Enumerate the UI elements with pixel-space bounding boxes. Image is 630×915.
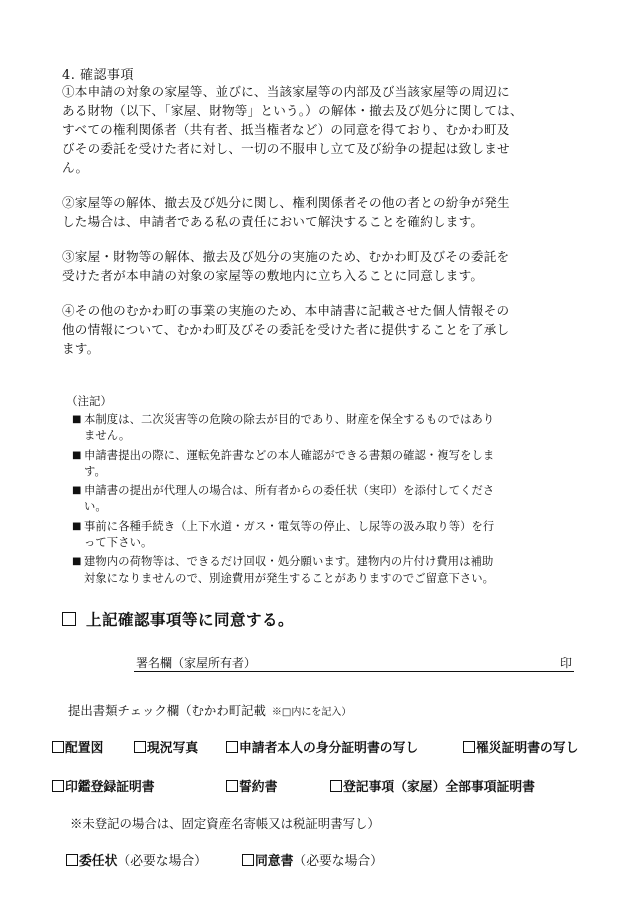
paragraph-line: ④その他のむかわ町の事業の実施のため、本申請書に記載させた個人情報その — [62, 303, 510, 318]
notes-list — [72, 412, 582, 590]
square-bullet-icon: ■ — [72, 556, 82, 568]
paragraph-line: 他の情報について、むかわ町及びその委託を受けた者に提供することを了承し — [62, 322, 510, 337]
square-bullet-icon: ■ — [72, 520, 82, 532]
paragraph-line: ②家屋等の解体、撤去及び処分に関し、権利関係者その他の者との紛争が発生 — [62, 195, 510, 210]
check-item-label: 登記事項（家屋）全部事項証明書 — [343, 780, 535, 795]
confirmation-paragraph-3 — [62, 247, 582, 285]
check-item-consent-form[interactable] — [242, 850, 383, 869]
confirmation-paragraph-2 — [62, 193, 582, 231]
paragraph-line: ん。 — [62, 160, 89, 175]
check-item-label: 同意書 — [255, 854, 294, 869]
note-line: って下さい。 — [84, 535, 153, 549]
check-item-current-photos[interactable] — [134, 737, 198, 756]
note-line: 建物内の荷物等は、できるだけ回収・処分願います。建物内の片付け費用は補助 — [84, 555, 494, 569]
paragraph-line: 受けた者が本申請の対象の家屋等の敷地内に立ち入ることに同意します。 — [62, 268, 484, 283]
check-item-power-of-attorney[interactable] — [66, 850, 207, 869]
check-item-label: 配置図 — [65, 741, 104, 756]
check-item-label: 委任状 — [79, 854, 118, 869]
square-bullet-icon: ■ — [72, 414, 82, 425]
check-item-disaster-certificate[interactable] — [463, 737, 578, 756]
checkbox-icon[interactable] — [330, 780, 342, 792]
check-item-seal-certificate[interactable] — [52, 776, 155, 795]
check-item-note: （必要な場合） — [117, 854, 207, 869]
signature-label: 署名欄（家屋所有者） — [136, 656, 257, 670]
paragraph-line: した場合は、申請者である私の責任において解決することを確約します。 — [62, 214, 484, 229]
note-item — [72, 554, 582, 586]
note-item — [72, 519, 582, 551]
checkbox-icon[interactable] — [242, 854, 254, 866]
section-title: 4. 確認事項 — [62, 68, 135, 83]
checklist-title — [68, 701, 351, 719]
check-item-label: 罹災証明書の写し — [476, 741, 579, 756]
confirmation-paragraph-1 — [62, 82, 582, 177]
checkbox-icon[interactable] — [226, 741, 238, 753]
paragraph-line: すべての権利関係者（共有者、抵当権者など）の同意を得ており、むかわ町及 — [62, 122, 510, 137]
note-item — [72, 448, 582, 480]
note-item — [72, 412, 582, 444]
square-bullet-icon: ■ — [72, 485, 82, 497]
check-item-label: 印鑑登録証明書 — [65, 780, 155, 795]
note-line: 本制度は、二次災害等の危険の除去が目的であり、財産を保全するものではあり — [84, 413, 495, 426]
notes-title: （注記） — [66, 394, 112, 408]
note-line: す。 — [84, 464, 106, 478]
paragraph-line: ①本申請の対象の家屋等、並びに、当該家屋等の内部及び当該家屋等の周辺に — [62, 84, 510, 99]
square-bullet-icon: ■ — [72, 449, 82, 461]
check-item-pledge[interactable] — [226, 776, 277, 795]
note-line: 申請書の提出が代理人の場合は、所有者からの委任状（実印）を添付してくださ — [84, 484, 495, 498]
checkbox-icon[interactable] — [226, 780, 238, 792]
check-item-registry-certificate[interactable] — [330, 776, 535, 795]
seal-mark: 印 — [559, 656, 572, 670]
checklist-title-text: 提出書類チェック欄（むかわ町記載 — [68, 703, 266, 718]
note-line: 申請書提出の際に、運転免許書などの本人確認ができる書類の確認・複写をしま — [84, 448, 495, 462]
signature-field[interactable] — [134, 654, 574, 672]
note-line: い。 — [84, 500, 107, 514]
check-item-label: 現況写真 — [147, 741, 199, 756]
check-item-label: 申請者本人の身分証明書の写し — [239, 741, 419, 756]
unregistered-note: ※未登記の場合は、固定資産名寄帳又は税証明書写し） — [70, 816, 380, 831]
agree-label: 上記確認事項等に同意する。 — [86, 611, 295, 629]
agree-checkbox[interactable] — [62, 612, 76, 626]
checklist-note: ※□内にを記入） — [271, 707, 352, 718]
check-item-note: （必要な場合） — [293, 854, 383, 869]
checkbox-icon[interactable] — [52, 780, 64, 792]
check-item-label: 誓約書 — [239, 780, 278, 795]
note-line: 対象になりませんので、別途費用が発生することがありますのでご留意下さい。 — [84, 571, 495, 585]
check-item-layout-plan[interactable] — [52, 737, 103, 756]
paragraph-line: ます。 — [62, 341, 100, 356]
paragraph-line: ③家屋・財物等の解体、撤去及び処分の実施のため、むかわ町及びその委託を — [62, 249, 510, 264]
agree-checkbox-row[interactable] — [62, 608, 294, 630]
paragraph-line: びその委託を受けた者に対し、一切の不服申し立て及び紛争の提起は致しませ — [62, 141, 510, 156]
note-line: ません。 — [84, 429, 131, 443]
checkbox-icon[interactable] — [463, 741, 475, 753]
checkbox-icon[interactable] — [52, 741, 64, 753]
checkbox-icon[interactable] — [134, 741, 146, 753]
note-line: 事前に各種手続き（上下水道・ガス・電気等の停止、し尿等の汲み取り等）を行 — [84, 519, 495, 533]
checkbox-icon[interactable] — [66, 854, 78, 866]
check-item-id-copy[interactable] — [226, 737, 418, 756]
confirmation-paragraph-4 — [62, 301, 582, 358]
note-item — [72, 483, 582, 515]
paragraph-line: ある財物（以下、「家屋、財物等」という。）の解体・撤去及び処分に関しては、 — [62, 103, 523, 118]
